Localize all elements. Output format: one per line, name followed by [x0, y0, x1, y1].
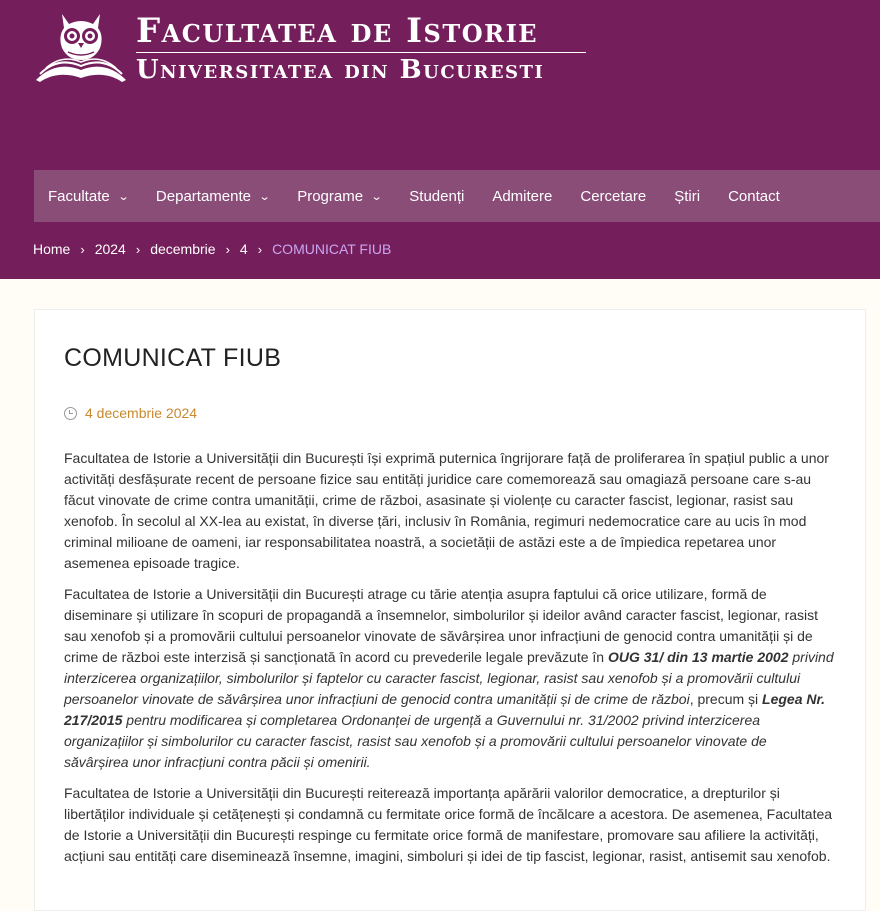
paragraph-2-text: Facultatea de Istorie a Universității din București atrage cu tărie atenția asupra faptului că orice utilizare, formă de diseminare și utilizare în scopuri de propagandă a însemnelor, simbolurilor și ideilor având caracter fascist, legionar, rasist sau xenofob și a promovării cultului persoanelor vinovate de săvârșirea unor infracțiuni de genocid contra umanității și de crime de război este interzisă și sancționată în acord cu prevederile legale prevăzute în [64, 586, 819, 665]
nav-item-admitere[interactable] [478, 170, 566, 222]
breadcrumb-day[interactable]: 4 [239, 241, 248, 257]
post-date-text[interactable]: 4 decembrie 2024 [85, 405, 198, 421]
post-date [64, 405, 197, 421]
chevron-right-icon: › [225, 241, 230, 257]
law-description-oug: privind interzicerea organizațiilor, simbolurilor și faptelor cu caracter fascist, legionar, rasist sau xenofob și a promovării cultului persoanelor vinovate de săvârșirea unor infracțiuni de genocid contra umanității și de crime de război [64, 649, 834, 707]
nav-item-label: Programe [297, 187, 364, 205]
site-header [0, 0, 880, 279]
chevron-down-icon: ⌄ [370, 190, 383, 203]
nav-item-label: Cercetare [580, 187, 647, 205]
chevron-down-icon: ⌄ [258, 190, 271, 203]
nav-item-label: Admitere [492, 187, 553, 205]
nav-item-stiri[interactable] [660, 170, 714, 222]
breadcrumb-year[interactable]: 2024 [94, 241, 126, 257]
law-description-legea: pentru modificarea și completarea Ordonanței de urgență a Guvernului nr. 31/2002 privind interzicerea organizațiilor și simbolurilor cu caracter fascist, rasist sau xenofob și a promovării cultului persoanelor vinovate de săvârșirea unor infracțiuni contra păcii și omenirii. [64, 712, 767, 770]
nav-item-label: Facultate [48, 187, 110, 205]
breadcrumb [33, 241, 391, 257]
chevron-right-icon: › [80, 241, 85, 257]
nav-item-label: Studenți [409, 187, 465, 205]
breadcrumb-current: COMUNICAT FIUB [272, 241, 392, 257]
breadcrumb-home[interactable]: Home [33, 241, 71, 257]
nav-item-label: Contact [728, 187, 780, 205]
paragraph-2 [64, 584, 834, 773]
site-title-line2: Universitatea din Bucuresti [136, 52, 586, 85]
paragraph-2-connector: , precum și [689, 691, 763, 707]
nav-item-programe[interactable] [283, 170, 395, 222]
owl-logo-icon[interactable] [34, 10, 128, 91]
chevron-down-icon: ⌄ [117, 190, 130, 203]
nav-item-departamente[interactable] [142, 170, 283, 222]
nav-item-contact[interactable] [714, 170, 794, 222]
article-body [64, 448, 834, 877]
article-card [34, 309, 866, 911]
law-name-legea: Legea Nr. 217/2015 [64, 691, 826, 728]
nav-item-label: Știri [674, 187, 701, 205]
page-title: COMUNICAT FIUB [64, 344, 282, 372]
nav-item-facultate[interactable] [34, 170, 142, 222]
nav-item-studenti[interactable] [395, 170, 478, 222]
site-title[interactable] [136, 10, 586, 85]
nav-item-label: Departamente [155, 187, 251, 205]
breadcrumb-month[interactable]: decembrie [150, 241, 216, 257]
chevron-right-icon: › [135, 241, 141, 257]
main-nav [34, 170, 880, 222]
nav-item-cercetare[interactable] [566, 170, 660, 222]
law-name-oug: OUG 31/ din 13 martie 2002 [607, 649, 789, 665]
paragraph-1: Facultatea de Istorie a Universității din București își exprimă puternica îngrijorare față de proliferarea în spațiul public a unor activități desfășurate recent de persoane fizice sau entități juridice care comemorează sau omagiază persoane care s-au făcut vinovate de crime contra umanității, crime de război, asasinate și violențe cu caracter fascist, legionar, rasist sau xenofob. În secolul al XX-lea au existat, în diverse țări, inclusiv în România, regimuri nedemocratice care au ucis în mod criminal milioane de oameni, iar responsabilitatea noastră, a societății de astăzi este a de împiedica repetarea unor asemenea episoade tragice. [64, 450, 829, 571]
clock-icon [64, 407, 77, 420]
chevron-right-icon: › [257, 241, 263, 257]
paragraph-3: Facultatea de Istorie a Universității din București reiterează importanța apărării valorilor democratice, a drepturilor și libertăților individuale și cetățenești și condamnă cu fermitate orice formă de încălcare a acestora. De asemenea, Facultatea de Istorie a Universității din București respinge cu fermitate orice formă de manifestare, promovare sau afiliere la activități, acțiuni sau entități care diseminează însemne, imagini, simboluri și idei de tip fascist, legionar, rasist, antisemit sau xenofob. [64, 785, 833, 864]
site-title-line1: Facultatea de Istorie [136, 11, 539, 51]
